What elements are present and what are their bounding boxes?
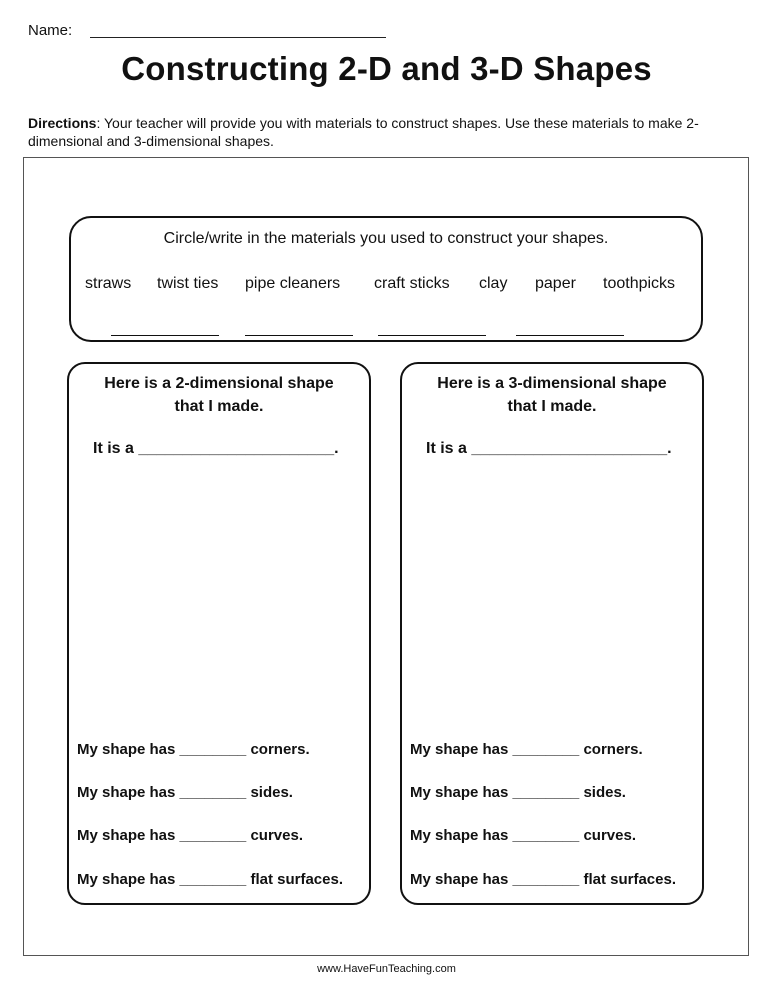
card-heading <box>402 372 702 418</box>
directions <box>28 114 750 150</box>
directions-text: : Your teacher will provide you with materials to construct shapes. Use these materials to make 2-dimensional and 3-dimensional shapes. <box>28 115 699 149</box>
card-heading-line: Here is a 3-dimensional shape <box>437 375 667 392</box>
card-heading-line: that I made. <box>507 398 597 415</box>
card-heading <box>69 372 369 418</box>
material-toothpicks[interactable]: toothpicks <box>603 275 676 292</box>
materials-box <box>69 216 703 342</box>
corners-prompt[interactable]: My shape has ________ corners. <box>77 741 310 758</box>
material-clay[interactable]: clay <box>479 275 508 292</box>
flat-surfaces-prompt[interactable]: My shape has ________ flat surfaces. <box>410 871 676 888</box>
card-heading-line: that I made. <box>174 398 264 415</box>
shape-name-blank[interactable]: It is a ______________________. <box>426 440 672 457</box>
materials-prompt: Circle/write in the materials you used to construct your shapes. <box>163 230 609 247</box>
card-2d-shape <box>67 362 371 905</box>
sides-prompt[interactable]: My shape has ________ sides. <box>410 784 626 801</box>
material-write-in-blank[interactable] <box>378 335 486 336</box>
material-paper[interactable]: paper <box>535 275 576 292</box>
flat-surfaces-prompt[interactable]: My shape has ________ flat surfaces. <box>77 871 343 888</box>
name-input-line[interactable] <box>90 37 386 38</box>
shape-name-blank[interactable]: It is a ______________________. <box>93 440 339 457</box>
card-3d-shape <box>400 362 704 905</box>
material-write-in-blank[interactable] <box>516 335 624 336</box>
corners-prompt[interactable]: My shape has ________ corners. <box>410 741 643 758</box>
footer-url: www.HaveFunTeaching.com <box>317 963 456 975</box>
material-twist-ties[interactable]: twist ties <box>157 275 219 292</box>
directions-label: Directions <box>28 115 97 131</box>
card-heading-line: Here is a 2-dimensional shape <box>104 375 334 392</box>
curves-prompt[interactable]: My shape has ________ curves. <box>77 827 303 844</box>
material-write-in-blank[interactable] <box>111 335 219 336</box>
material-craft-sticks[interactable]: craft sticks <box>374 275 450 292</box>
material-straws[interactable]: straws <box>85 275 132 292</box>
curves-prompt[interactable]: My shape has ________ curves. <box>410 827 636 844</box>
material-pipe-cleaners[interactable]: pipe cleaners <box>245 275 341 292</box>
page-title: Constructing 2-D and 3-D Shapes <box>121 50 652 87</box>
material-write-in-blank[interactable] <box>245 335 353 336</box>
name-label: Name: <box>28 22 73 39</box>
sides-prompt[interactable]: My shape has ________ sides. <box>77 784 293 801</box>
